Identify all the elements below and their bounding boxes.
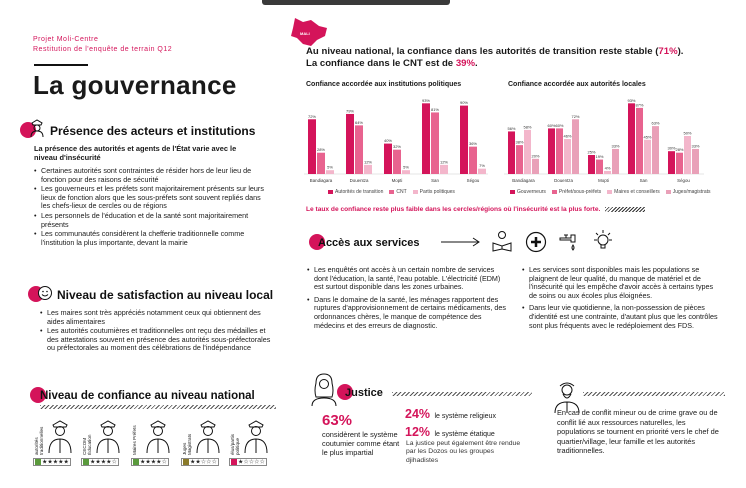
legend-label: Juges/magistrats <box>672 189 711 195</box>
list-item: • Les services sont disponibles mais les populations se plaignent de leur qualité, du manque de matériel et de l'insécurité qui les empêche d'avoir accès à certains types de soins ou aux écoles plus éloignées. <box>522 266 722 300</box>
bar-data-label: 46% <box>563 133 572 139</box>
category-label: Ségou <box>466 178 480 183</box>
actor-rating <box>229 458 267 466</box>
legend-label: Maires et conseillers <box>614 189 660 195</box>
category-label: San <box>639 178 648 183</box>
bar-ségou-2 <box>478 169 486 174</box>
bar-data-label: 45% <box>643 134 652 140</box>
bar-data-label: 60% <box>555 122 564 128</box>
rating-stars: ★★☆☆☆ <box>190 459 217 466</box>
legend-item <box>328 189 383 195</box>
headline-pct-cnt: 39% <box>455 58 476 69</box>
bar-data-label: 56% <box>507 125 516 131</box>
actor-label: Maires Préfets <box>132 425 137 455</box>
legend-label: Préfet/sous-préfets <box>558 189 602 195</box>
headline-pct-transition: 71% <box>658 46 678 57</box>
justice-dozo-text: La justice peut également être rendue par les Dozos ou les groupes djihadistes <box>406 440 521 464</box>
rating-color-tag <box>133 459 139 465</box>
actor-label: autorités traditionnelles <box>34 426 44 455</box>
list-item: • Les maires sont très appréciés notamment ceux qui obtiennent des aides alimentaires <box>40 309 272 326</box>
actor-label: élus/partis politique <box>230 434 240 455</box>
map-label: MALI <box>300 31 310 36</box>
legend-swatch <box>510 190 515 194</box>
justice-rule <box>392 392 532 396</box>
bar-data-label: 5% <box>403 164 409 170</box>
satisfaction-list <box>40 309 272 354</box>
bar-douentza-1 <box>355 125 363 174</box>
rating-color-tag <box>231 459 237 465</box>
health-icon <box>525 231 547 253</box>
bar-ségou-2 <box>684 136 691 174</box>
bar-data-label: 87% <box>635 102 644 108</box>
justice-religious <box>405 405 496 423</box>
bar-ségou-1 <box>676 153 683 174</box>
legend-item <box>389 189 406 195</box>
bar-data-label: 90% <box>459 100 469 106</box>
legend-swatch <box>552 190 557 194</box>
bar-data-label: 79% <box>345 108 355 114</box>
bar-data-label: 63% <box>651 120 660 126</box>
bar-san-1 <box>431 112 439 174</box>
legend-political <box>328 189 455 195</box>
bar-san-2 <box>440 165 448 174</box>
bar-data-label: 40% <box>383 138 393 144</box>
justice-pct-religious: 24% <box>405 407 431 421</box>
bar-mopti-2 <box>604 171 611 174</box>
rating-color-tag <box>83 459 89 465</box>
bar-ségou-0 <box>460 106 468 174</box>
bar-data-label: 72% <box>571 113 580 119</box>
bar-mopti-1 <box>596 160 603 174</box>
bar-data-label: 30% <box>667 145 676 151</box>
page-title: La gouvernance <box>33 70 237 100</box>
bar-data-label: 50% <box>683 130 692 136</box>
actor-rating <box>181 458 219 466</box>
rating-stars: ★★★★☆ <box>140 459 167 466</box>
insecurity-note-text: Le taux de confiance reste plus faible dans les cercles/régions où l'insécurité est la plus forte. <box>306 206 601 213</box>
services-right-list <box>522 266 722 331</box>
legend-label: Gouverneurs <box>517 189 546 195</box>
legend-swatch <box>413 190 418 194</box>
top-bar <box>262 0 450 5</box>
bar-data-label: 36% <box>468 141 478 147</box>
headline-line1: Au niveau national, la confiance dans les autorités de transition reste stable ( <box>306 46 659 57</box>
bar-data-label: 28% <box>316 147 326 153</box>
bar-ségou-0 <box>668 151 675 174</box>
bar-data-label: 33% <box>611 143 620 149</box>
actor-figure-icon <box>195 418 221 454</box>
bar-bandiagara-2 <box>326 170 334 174</box>
legend-swatch <box>389 190 394 194</box>
bar-data-label: 12% <box>439 159 449 165</box>
actor-rating <box>131 458 169 466</box>
bar-san-0 <box>628 103 635 174</box>
category-label: Bandiagara <box>309 178 333 183</box>
actor-label: Juges Magistrats <box>182 433 192 455</box>
bar-mopti-0 <box>384 144 392 174</box>
chart-title-political: Confiance accordée aux institutions politiques <box>306 81 462 88</box>
legend-label: Partis politiques <box>419 189 455 195</box>
arrow-icon <box>440 237 482 247</box>
legend-label: CNT <box>396 189 407 195</box>
chart-local <box>504 90 704 184</box>
bar-bandiagara-1 <box>317 153 325 174</box>
actor-figure-icon <box>145 418 171 454</box>
legend-swatch <box>328 190 333 194</box>
actor-rating <box>81 458 119 466</box>
legend-item <box>666 189 711 195</box>
actor-rating <box>33 458 71 466</box>
legend-item <box>510 189 546 195</box>
list-item: • Dans leur vie quotidienne, la non-possession de pièces d'identité est une contrainte, d'autant plus que les contrôles sont plus fréquents avec le redéploiement des FDS. <box>522 304 722 330</box>
category-label: Mopti <box>598 178 609 183</box>
bar-mopti-1 <box>393 150 401 174</box>
headline-line2: La confiance dans le CNT est de <box>306 58 456 69</box>
bar-douentza-0 <box>346 114 354 174</box>
bar-data-label: 60% <box>547 122 556 128</box>
justice-main-text: considèrent le système coutumier comme étant le plus impartial <box>322 430 400 457</box>
bar-data-label: 25% <box>587 149 596 155</box>
bar-data-label: 38% <box>515 139 524 145</box>
category-label: Bandiagara <box>512 178 535 183</box>
mali-map-icon <box>289 16 331 50</box>
bar-san-2 <box>644 140 651 174</box>
bar-mopti-2 <box>402 170 410 174</box>
bar-data-label: 7% <box>479 163 485 169</box>
rating-stars: ★☆☆☆☆ <box>238 459 265 466</box>
bar-douentza-0 <box>548 128 555 174</box>
confiance-rule <box>40 405 276 409</box>
bar-mopti-3 <box>612 149 619 174</box>
list-item: • Certaines autorités sont contraintes de résider hors de leur lieu de fonction pour des raisons de sécurité <box>34 167 264 184</box>
bar-data-label: 32% <box>392 144 402 150</box>
list-item: • Les autorités coutumières et traditionnelles ont reçu des médailles et des attestations souvent en présence des autorités sous-préfectorales ou préfectorales au moment des célébrations de l'indépendance <box>40 327 272 353</box>
bar-data-label: 58% <box>523 124 532 130</box>
actor-label: CECOM Éducation <box>82 434 92 455</box>
confiance-national-title: Niveau de confiance au niveau national <box>40 390 255 402</box>
bar-data-label: 93% <box>421 97 431 103</box>
list-item: • Les enquêtés ont accès à un certain nombre de services dont l'éducation, la santé, l'eau potable. L'électricité (EDM) est surtout disponible dans les zones urbaines. <box>307 266 507 292</box>
bar-ségou-3 <box>692 149 699 174</box>
category-label: San <box>431 178 439 183</box>
legend-item <box>413 189 455 195</box>
satisfaction-title: Niveau de satisfaction au niveau local <box>57 288 274 302</box>
bar-san-1 <box>636 108 643 174</box>
justice-religious-text: le système religieux <box>434 413 496 420</box>
presence-list <box>34 167 264 248</box>
bar-data-label: 4% <box>604 165 611 171</box>
chart-title-local: Confiance accordée aux autorités locales <box>508 81 646 88</box>
justice-state-text: le système étatique <box>434 431 495 438</box>
bar-data-label: 33% <box>691 143 700 149</box>
education-icon <box>490 230 514 252</box>
legend-swatch <box>607 190 612 194</box>
presence-intro: La présence des autorités et agents de l'État varie avec le niveau d'insécurité <box>34 144 237 162</box>
justice-pct-state: 12% <box>405 425 431 439</box>
hatch-decoration <box>605 207 645 212</box>
rating-stars: ★★★★★ <box>42 459 69 466</box>
justice-main-block <box>322 413 402 457</box>
chart-political <box>304 90 488 184</box>
bar-ségou-1 <box>469 147 477 174</box>
list-item: • Les personnels de l'éducation et de la santé sont majoritairement présents <box>34 212 264 229</box>
bar-san-3 <box>652 126 659 174</box>
bar-data-label: 93% <box>627 97 636 103</box>
bar-douentza-2 <box>364 165 372 174</box>
rating-color-tag <box>183 459 189 465</box>
actor-figure-icon <box>47 418 73 454</box>
headline-line1-end: ). <box>677 46 684 57</box>
legend-item <box>607 189 660 195</box>
project-label: Projet Moli-Centre <box>33 36 99 43</box>
bar-data-label: 81% <box>430 106 440 112</box>
justice-title: Justice <box>345 387 383 399</box>
bar-san-0 <box>422 103 430 174</box>
officer-icon <box>28 118 46 138</box>
bar-data-label: 19% <box>595 154 604 160</box>
water-tap-icon <box>557 230 581 254</box>
actor-figure-icon <box>243 418 269 454</box>
bar-bandiagara-0 <box>308 119 316 174</box>
services-left-list <box>307 266 507 331</box>
insecurity-note <box>306 206 645 213</box>
judge-icon <box>309 371 339 407</box>
smiley-icon <box>37 285 53 301</box>
justice-pct-customary: 63% <box>322 412 353 429</box>
bar-data-label: 28% <box>675 147 684 153</box>
list-item: • Les gouverneurs et les préfets sont majoritairement présents sur leurs lieux de fonction alors que les sous-préfets sont souvent repliés dans les chefs-lieux de cercles ou de régions <box>34 185 264 211</box>
bar-data-label: 64% <box>354 119 364 125</box>
bar-douentza-2 <box>564 139 571 174</box>
bar-bandiagara-1 <box>516 145 523 174</box>
presence-title: Présence des acteurs et institutions <box>50 124 256 138</box>
bar-data-label: 5% <box>327 164 333 170</box>
list-item: • Les communautés considèrent la chefferie traditionnelle comme l'institution la plus importante, devant la mairie <box>34 230 264 247</box>
rating-stars: ★★★★☆ <box>90 459 117 466</box>
category-label: Douentza <box>349 178 369 183</box>
legend-local <box>510 189 711 195</box>
category-label: Douentza <box>554 178 573 183</box>
bar-douentza-1 <box>556 128 563 174</box>
conflict-text: En cas de conflit mineur ou de crime grave ou de conflit lié aux ressources naturelles, les populations se tournent en priorité vers le chef de quartier/village, leur famille et les autorités traditionnelles. <box>557 408 719 456</box>
list-item: • Dans le domaine de la santé, les ménages rapportent des ruptures d'approvisionnement de certains médicaments, des ordonnances chères, le manque de compétence des médecins et des erreurs de diagnostic. <box>307 296 507 330</box>
legend-item <box>552 189 601 195</box>
rating-color-tag <box>35 459 41 465</box>
bar-data-label: 20% <box>531 153 540 159</box>
title-rule <box>34 64 88 66</box>
headline-line2-end: . <box>475 58 478 69</box>
bar-bandiagara-2 <box>524 130 531 174</box>
headline <box>306 46 683 70</box>
project-subtitle: Restitution de l'enquête de terrain Q12 <box>33 46 173 53</box>
conflict-rule <box>583 392 725 396</box>
category-label: Ségou <box>677 178 690 183</box>
bar-bandiagara-0 <box>508 131 515 174</box>
bar-bandiagara-3 <box>532 159 539 174</box>
bar-data-label: 72% <box>307 113 317 119</box>
bar-douentza-3 <box>572 119 579 174</box>
legend-swatch <box>666 190 671 194</box>
legend-label: Autorités de transition <box>335 189 384 195</box>
electricity-bulb-icon <box>591 229 615 253</box>
justice-state <box>405 423 495 441</box>
services-title: Accès aux services <box>318 237 420 249</box>
bar-data-label: 12% <box>363 159 373 165</box>
actor-figure-icon <box>95 418 121 454</box>
category-label: Mopti <box>391 178 403 183</box>
bar-mopti-0 <box>588 155 595 174</box>
